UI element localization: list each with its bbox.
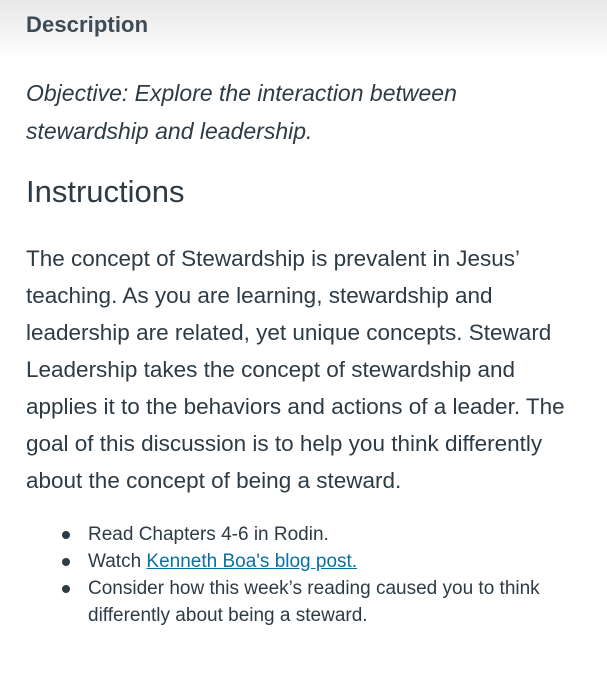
description-content (0, 74, 607, 629)
instructions-heading: Instructions (26, 174, 185, 209)
kenneth-boa-blog-link[interactable]: Kenneth Boa's blog post. (146, 551, 358, 572)
task-text-prefix: Watch (88, 551, 147, 572)
description-header (0, 0, 607, 58)
objective-text: Objective: Explore the interaction between stewardship and leadership. (26, 80, 457, 144)
bullet-icon (62, 558, 70, 566)
description-heading: Description (26, 12, 149, 37)
task-text: Consider how this week’s reading caused you to think differently about being a steward. (88, 578, 540, 626)
instructions-body: The concept of Stewardship is prevalent in Jesus’ teaching. As you are learning, stewardship and leadership are related, yet unique concepts. Steward Leadership takes the concept of stewardship and applies it to the behaviors and actions of a leader. The goal of this discussion is to help you think differently about the concept of being a steward. (26, 246, 565, 493)
task-list (26, 521, 581, 629)
list-item (88, 521, 581, 548)
list-item (88, 548, 581, 575)
bullet-icon (62, 531, 70, 539)
list-item (88, 575, 581, 629)
task-text: Read Chapters 4-6 in Rodin. (88, 524, 329, 545)
bullet-icon (62, 585, 70, 593)
